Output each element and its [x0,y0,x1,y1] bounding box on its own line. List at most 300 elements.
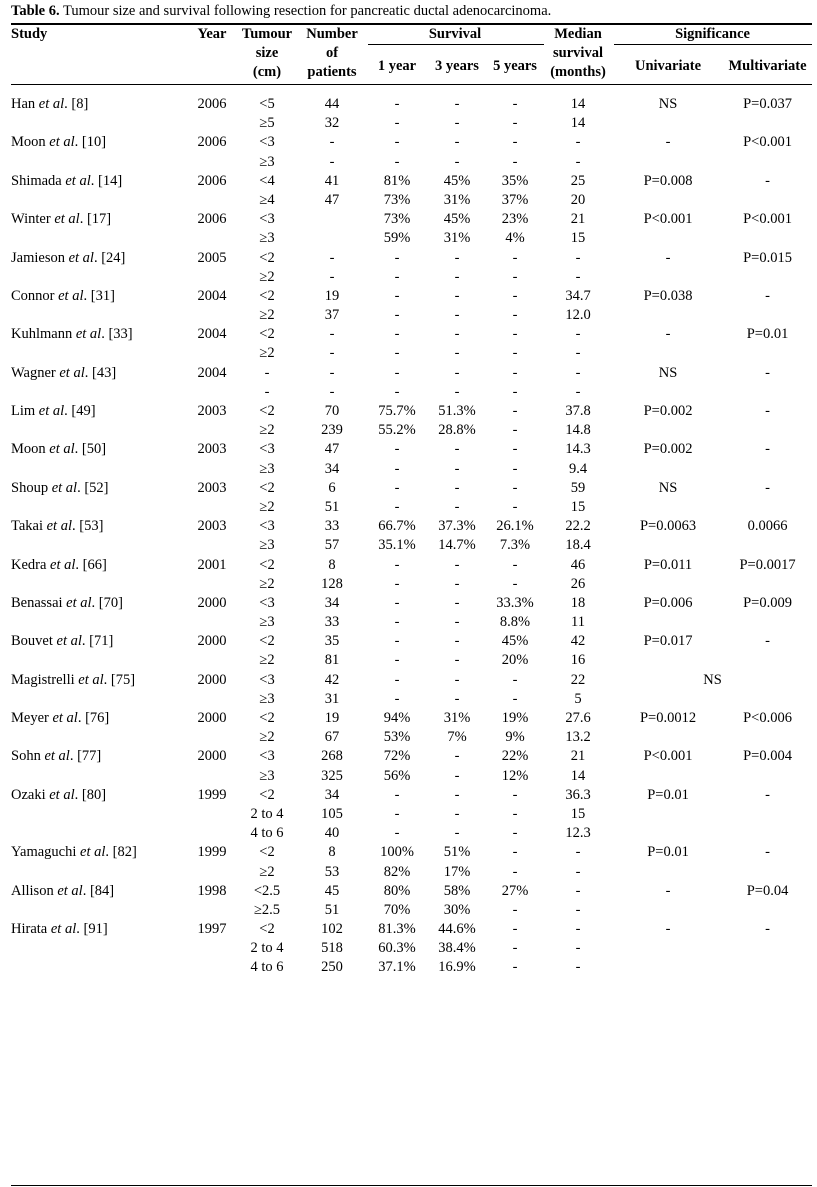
survival-5-years-cell [487,440,543,478]
study-cell [11,632,187,670]
study-reference: . [77] [69,748,102,765]
tumour-size-cell [237,843,297,881]
patients-cell-value: 325 [321,767,343,784]
tumour-size-cell-value: <3 [259,518,275,535]
survival-1-year-cell-value: 81.3% [378,921,416,938]
survival-1-year-cell-lines [367,364,427,402]
patients-cell [297,364,367,402]
year-cell: 2000 [197,633,227,650]
median-survival-cell [543,325,613,363]
survival-1-year-cell-value: - [394,460,400,477]
survival-1-year-cell-value: - [394,134,400,151]
median-survival-cell-value: 46 [570,556,586,573]
data-table [11,25,812,978]
multivariate-cell: - [765,844,770,861]
survival-3-years-cell-lines [427,210,487,248]
median-survival-cell-lines [543,786,613,844]
survival-5-years-cell-value: - [512,134,518,151]
patients-cell-value: 37 [324,307,340,324]
patients-cell [297,920,367,978]
patients-cell-value: 42 [324,671,340,688]
survival-1-year-cell [367,479,427,517]
survival-5-years-cell-value: - [512,383,518,400]
study-et-al: et al [75,326,102,343]
study-et-al: et al [80,844,106,861]
multivariate-cell: P<0.006 [743,710,792,726]
tumour-size-cell-value: <3 [259,671,275,688]
median-survival-cell [543,210,613,248]
median-survival-cell-value: - [575,844,581,861]
patients-cell-value: - [329,249,335,266]
table-row [11,364,812,402]
survival-3-years-cell-value: 30% [443,901,471,918]
tumour-size-cell [237,882,297,920]
survival-5-years-cell-value: - [512,460,518,477]
study-author: Shoup [11,479,49,496]
univariate-cell: P=0.002 [643,441,693,458]
table-title: Tumour size and survival following resection for pancreatic ductal adenocarcinoma. [59,3,552,19]
patients-cell-value: 40 [324,825,340,842]
tumour-size-cell-value: ≥3 [259,537,275,554]
survival-1-year-cell-value: - [394,345,400,362]
survival-1-year-cell [367,556,427,594]
tumour-size-cell-value: ≥2 [259,652,275,669]
study-author: Moon [11,441,46,458]
survival-3-years-cell-value: 51% [443,844,471,861]
year-cell: 2003 [197,441,227,458]
header-line: (months) [550,64,606,81]
median-survival-cell [543,172,613,210]
patients-cell-value: 518 [321,940,343,957]
survival-3-years-cell-lines [427,133,487,171]
patients-cell-value: 239 [321,422,343,439]
tumour-size-cell-value: ≥3 [259,614,275,631]
median-survival-cell-value: - [575,383,581,400]
median-survival-cell-value: 14 [570,115,586,132]
study-author: Magistrelli [11,671,75,688]
patients-cell-lines [297,402,367,440]
survival-1-year-cell-value: - [394,786,400,803]
median-survival-cell [543,84,613,133]
survival-3-years-cell-value: - [454,287,460,304]
tumour-size-cell [237,747,297,785]
multivariate-cell: - [765,633,770,650]
median-survival-cell-value: 11 [571,614,585,631]
survival-3-years-cell [427,747,487,785]
survival-5-years-cell [487,133,543,171]
survival-5-years-cell-value: - [512,345,518,362]
study-cell [11,402,187,440]
study-author: Hirata [11,921,48,938]
survival-5-years-cell-lines [487,249,543,287]
tumour-size-cell-value: <2 [259,479,275,496]
survival-1-year-cell-value: - [394,153,400,170]
survival-1-year-cell-value: - [394,479,400,496]
survival-5-years-cell-value: 35% [501,172,529,189]
survival-3-years-cell-value: - [454,633,460,650]
multivariate-cell: P<0.001 [743,211,792,228]
tumour-size-header [237,25,297,84]
survival-1-year-cell-value: 82% [383,863,411,880]
patients-cell-value: 34 [324,786,340,803]
survival-5-years-cell-value: 23% [501,211,529,228]
header-line: survival [553,45,603,62]
tumour-size-cell-value: 2 to 4 [250,805,284,822]
multivariate-cell: - [765,172,770,189]
study-cell [11,843,187,881]
header-line: (cm) [252,64,282,81]
survival-5-years-cell [487,249,543,287]
patients-cell [297,709,367,747]
study-et-al: et al [46,518,72,535]
study-reference: . [71] [81,633,114,650]
median-survival-cell [543,747,613,785]
table-row [11,402,812,440]
median-survival-cell-value: 15 [570,805,586,822]
survival-5-years-cell-value: 33.3% [496,594,534,611]
tumour-size-cell-lines [237,517,297,555]
year-cell: 2000 [197,748,227,765]
tumour-size-cell-value: <3 [259,594,275,611]
patients-cell-lines [297,747,367,785]
patients-cell-value: - [329,345,335,362]
survival-5-years-cell-lines [487,172,543,210]
tumour-size-cell [237,709,297,747]
univariate-cell: P=0.008 [643,172,693,189]
study-reference: . [24] [93,249,126,266]
survival-3-years-cell [427,843,487,881]
tumour-size-cell-value: <3 [259,211,275,228]
survival-5-years-cell-lines [487,325,543,363]
study-header: Study [11,26,48,42]
survival-5-years-cell-value: 37% [501,191,529,208]
study-reference: . [33] [101,326,133,343]
survival-5-years-cell-value: - [512,153,518,170]
survival-1-year-cell-value: 72% [383,748,411,765]
study-cell [11,84,187,133]
tumour-size-cell-lines [237,786,297,844]
survival-3-years-cell-lines [427,632,487,670]
survival-3-years-cell-value: - [454,326,460,343]
survival-1-year-cell [367,249,427,287]
study-et-al: et al [51,479,78,496]
study-author: Sohn [11,748,41,765]
study-et-al: et al [49,786,75,803]
median-survival-cell-value: - [575,326,581,343]
patients-cell [297,210,367,248]
median-survival-cell-lines [543,364,613,402]
univariate-header: Univariate [634,58,702,74]
survival-5-years-cell-value: - [512,940,518,957]
patients-cell-value: 47 [324,441,340,458]
study-cell [11,287,187,325]
survival-1-year-cell-value: 73% [383,211,411,228]
survival-5-years-cell [487,556,543,594]
survival-1-year-cell-value: - [394,652,400,669]
median-survival-cell [543,920,613,978]
median-survival-cell-lines [543,882,613,920]
survival-1-year-cell-value: - [394,614,400,631]
survival-3-years-cell-value: 31% [443,191,471,208]
survival-1-year-cell [367,747,427,785]
survival-1-year-cell-lines [367,249,427,287]
median-survival-cell-value: 14 [570,767,586,784]
survival-5-years-cell-value: - [512,249,518,266]
table-row [11,517,812,555]
multivariate-cell: - [765,479,770,496]
survival-5-years-cell-value: - [512,575,518,592]
univariate-cell: P=0.0063 [639,518,697,535]
survival-1-year-cell-value: 80% [383,882,411,899]
tumour-size-cell-lines [237,843,297,881]
patients-cell-lines [297,632,367,670]
survival-1-year-cell-lines [367,440,427,478]
study-et-al: et al [54,211,80,228]
bottom-rule [11,1185,812,1186]
survival-5-years-cell [487,364,543,402]
median-survival-cell-value: 12.3 [565,825,591,842]
year-cell: 2000 [197,671,227,688]
survival-3-years-cell-lines [427,594,487,632]
survival-1-year-cell-lines [367,556,427,594]
study-cell [11,517,187,555]
patients-cell [297,632,367,670]
study-cell [11,709,187,747]
tumour-size-cell-value: <2 [259,844,275,861]
tumour-size-cell-value: <4 [259,172,275,189]
survival-5-years-cell [487,882,543,920]
tumour-size-cell [237,632,297,670]
survival-1-year-cell-value: - [394,690,400,707]
tumour-size-cell-value: - [264,364,270,381]
table-row [11,133,812,171]
survival-1-year-cell-value: - [394,249,400,266]
median-survival-cell [543,671,613,709]
survival-3-years-cell-value: - [454,249,460,266]
study-author: Jamieson [11,249,65,266]
survival-3-years-cell-value: - [454,479,460,496]
survival-3-years-cell-lines [427,402,487,440]
survival-3-years-cell [427,920,487,978]
survival-1-year-cell [367,882,427,920]
tumour-size-cell-lines [237,325,297,363]
survival-5-years-cell-value: - [512,364,518,381]
survival-1-year-cell-lines [367,882,427,920]
tumour-size-cell-lines [237,882,297,920]
study-author: Allison [11,882,54,899]
tumour-size-cell [237,325,297,363]
survival-5-years-cell-value: - [512,921,518,938]
table-row [11,632,812,670]
study-author: Meyer [11,710,49,726]
survival-5-years-cell [487,920,543,978]
survival-1-year-cell-lines [367,920,427,978]
survival-3-years-cell-value: - [454,383,460,400]
table-row [11,479,812,517]
tumour-size-cell-value: <2 [259,633,275,650]
survival-1-year-cell-value: 37.1% [378,959,416,976]
tumour-size-cell-value: ≥3 [259,767,275,784]
multivariate-header: Multivariate [728,58,807,74]
survival-5-years-cell-value: 4% [505,230,525,247]
median-survival-cell-value: 21 [570,211,586,228]
survival-1-year-cell-lines [367,632,427,670]
study-reference: . [76] [77,710,110,726]
survival-3-years-cell [427,594,487,632]
median-survival-cell-lines [543,402,613,440]
study-cell [11,364,187,402]
study-reference: . [14] [90,172,123,189]
survival-5-years-cell-value: - [512,422,518,439]
survival-3-years-cell [427,287,487,325]
median-survival-cell-lines [543,517,613,555]
tumour-size-cell [237,210,297,248]
tumour-size-cell [237,556,297,594]
survival-1-year-cell-value: 66.7% [378,518,416,535]
tumour-size-cell-value: <2 [259,710,275,726]
univariate-cell: NS [658,364,678,381]
survival-1-year-cell [367,517,427,555]
survival-3-years-cell [427,364,487,402]
survival-1-year-cell [367,709,427,747]
univariate-cell: - [665,882,671,899]
median-survival-cell-value: 27.6 [565,710,591,726]
survival-5-years-cell-value: 9% [505,729,525,746]
median-survival-cell [543,287,613,325]
study-cell [11,671,187,709]
survival-5-years-cell-value: - [512,268,518,285]
table-row [11,709,812,747]
survival-5-years-cell-value: - [512,441,518,458]
tumour-size-cell-value: <2 [259,326,275,343]
survival-3-years-cell-lines [427,364,487,402]
survival-5-years-cell-value: - [512,959,518,976]
survival-5-years-cell-value: - [512,403,518,419]
tumour-size-cell-lines [237,95,297,133]
study-et-al: et al [50,921,77,938]
patients-cell-lines [297,671,367,709]
study-et-al: et al [58,287,84,304]
patients-cell [297,556,367,594]
survival-3-years-cell-value: - [454,652,460,669]
survival-1-year-cell-value: 100% [380,844,414,861]
survival-5-years-cell-lines [487,632,543,670]
survival-3-years-cell [427,882,487,920]
survival-5-years-cell-lines [487,594,543,632]
survival-1-year-cell-lines [367,172,427,210]
study-cell [11,786,187,844]
survival-1-year-cell-value: - [394,671,400,688]
patients-cell-value: 19 [324,710,340,726]
median-survival-cell-lines [543,920,613,978]
study-reference: . [66] [75,556,107,573]
tumour-size-cell-value: ≥3 [259,460,275,477]
study-et-al: et al [38,96,65,112]
survival-3-years-cell-lines [427,709,487,747]
survival-5-years-cell-value: - [512,805,518,822]
tumour-size-cell-value: ≥5 [259,115,275,132]
median-survival-cell-value: 9.4 [568,460,588,477]
patients-cell-value: 51 [324,498,340,515]
table-row [11,747,812,785]
tumour-size-cell-value: ≥2 [259,268,275,285]
univariate-cell: P=0.01 [647,786,689,803]
study-author: Shimada [11,172,62,189]
survival-5-years-cell-value: - [512,115,518,132]
survival-3-years-cell [427,84,487,133]
table-row [11,556,812,594]
patients-cell-value: 53 [324,863,340,880]
tumour-size-cell-value: ≥2 [259,307,275,324]
year-cell: 2003 [197,403,227,419]
survival-3-years-cell-lines [427,287,487,325]
survival-3-years-cell-value: - [454,748,460,765]
survival-5-years-cell [487,287,543,325]
year-cell: 2000 [197,710,227,726]
year-cell: 2006 [197,172,227,189]
survival-5-years-cell [487,747,543,785]
survival-3-years-cell [427,325,487,363]
study-author: Yamaguchi [11,844,77,861]
patients-cell-lines [297,440,367,478]
tumour-size-cell-lines [237,440,297,478]
study-et-al: et al [57,882,83,899]
study-reference: . [82] [105,844,137,861]
survival-1-year-cell-value: 70% [383,901,411,918]
survival-5-years-cell-lines [487,843,543,881]
survival-5-years-cell-value: 12% [501,767,529,784]
patients-cell-value: 81 [324,652,340,669]
survival-5-years-cell-lines [487,440,543,478]
table-row [11,210,812,248]
survival-1-year-cell-lines [367,747,427,785]
survival-5-years-cell-value: - [512,844,518,861]
tumour-size-cell-value: ≥2 [259,863,275,880]
survival-3-years-cell-value: - [454,441,460,458]
header-line: Tumour [241,26,293,42]
univariate-cell: - [665,249,671,266]
patients-cell [297,440,367,478]
tumour-size-cell-value: ≥3 [259,230,275,247]
median-survival-cell-value: - [575,268,581,285]
survival-1-year-cell-lines [367,786,427,844]
univariate-cell: P=0.011 [643,556,693,573]
survival-3-years-cell [427,402,487,440]
median-survival-cell-value: 14.3 [565,441,591,458]
median-survival-cell-lines [543,440,613,478]
median-survival-cell-value: 20 [570,191,586,208]
survival-5-years-cell-value: 22% [501,748,529,765]
median-survival-cell-value: 15 [570,498,586,515]
study-et-al: et al [59,364,85,381]
tumour-size-cell-value: <2 [259,249,275,266]
multivariate-cell: 0.0066 [747,518,788,535]
survival-5-years-header: 5 years [493,58,537,74]
year-cell: 2005 [197,249,227,266]
survival-3-years-cell-value: - [454,614,460,631]
tumour-size-cell [237,402,297,440]
survival-3-years-cell [427,133,487,171]
study-et-al: et al [52,710,78,726]
survival-3-years-cell-value: - [454,690,460,707]
tumour-size-cell-value: ≥3 [259,690,275,707]
study-et-al: et al [56,633,82,650]
survival-3-years-cell-value: - [454,671,460,688]
survival-5-years-cell [487,709,543,747]
patients-cell-value: 6 [328,479,336,496]
median-survival-cell-value: 21 [570,748,586,765]
patients-cell [297,747,367,785]
